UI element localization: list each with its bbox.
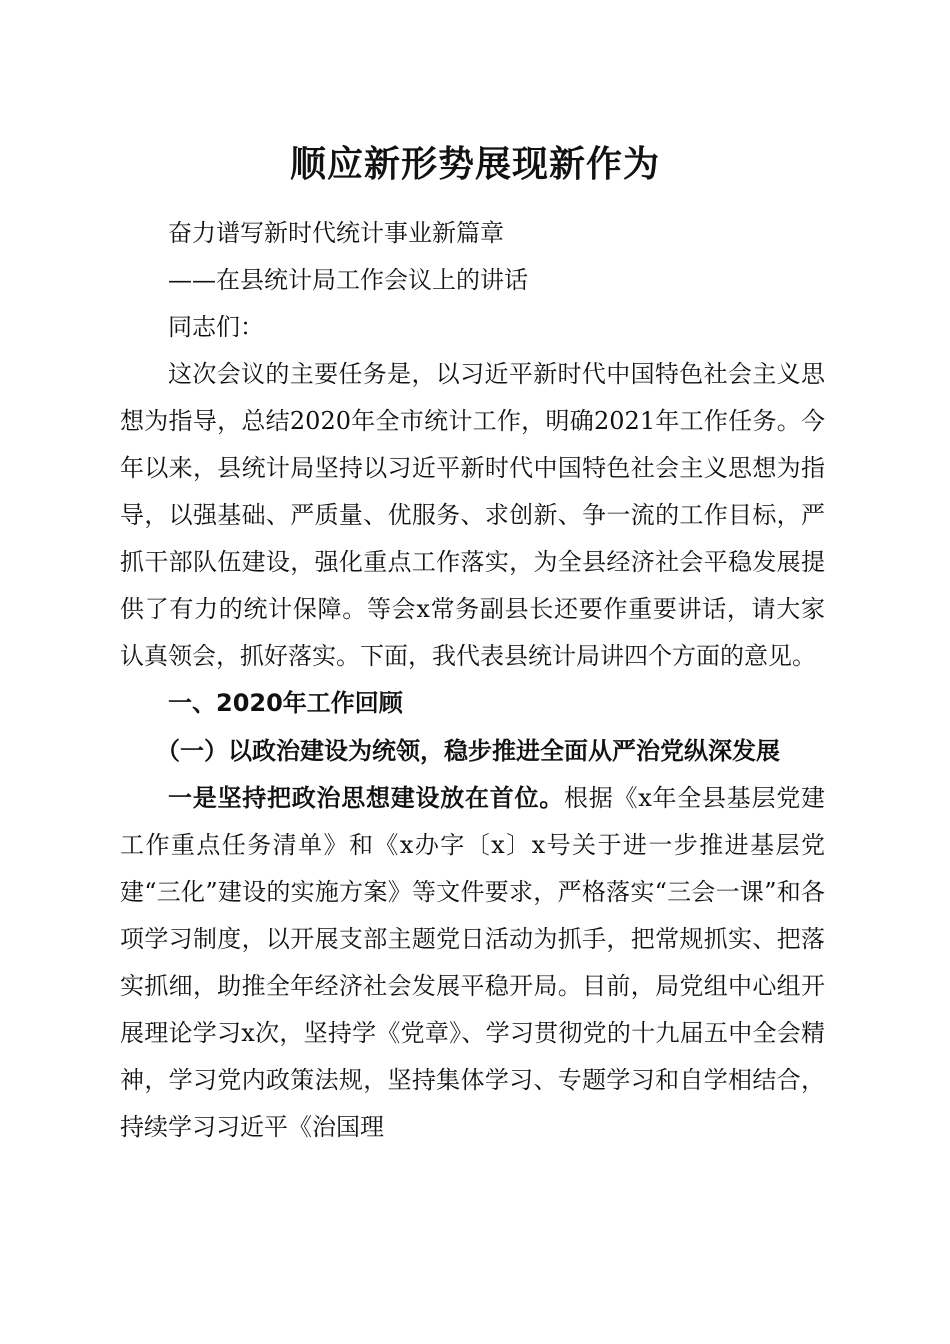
subsection-heading-1: （一）以政治建设为统领，稳步推进全面从严治党纵深发展 (156, 736, 780, 765)
paragraph-lead: 一是坚持把政治思想建设放在首位。 (168, 783, 564, 812)
salutation: 同志们： (168, 313, 264, 341)
document-title: 顺应新形势展现新作为 (289, 143, 660, 185)
section-heading-1: 一、2020年工作回顾 (168, 689, 403, 717)
paragraph-intro: 这次会议的主要任务是，以习近平新时代中国特色社会主义思想为指导，总结2020年全市统计工作，明确2021年工作任务。今年以来，县统计局坚持以习近平新时代中国特色社会主义思想为指导，以强基础、严质量、优服务、求创新、争一流的工作目标，严抓干部队伍建设，强化重点工作落实，为全县经济社会平稳发展提供了有力的统计保障。等会x常务副县长还要作重要讲话，请大家认真领会，抓好落实。下面，我代表县统计局讲四个方面的意见。 (120, 360, 825, 670)
subtitle: 奋力谱写新时代统计事业新篇章 (168, 219, 504, 247)
paragraph-body: 根据《x年全县基层党建工作重点任务清单》和《x办字〔x〕x号关于进一步推进基层党建“三化”建设的实施方案》等文件要求，严格落实“三会一课”和各项学习制度，以开展支部主题党日活动为抓手，把常规抓实、把落实抓细，助推全年经济社会发展平稳开局。目前，局党组中心组开展理论学习x次，坚持学《党章》、学习贯彻党的十九届五中全会精神，学习党内政策法规，坚持集体学习、专题学习和自学相结合，持续学习习近平《治国理 (120, 784, 826, 1141)
paragraph-party-building (120, 774, 825, 1151)
document-body (120, 210, 825, 1151)
subtitle-speech: ——在县统计局工作会议上的讲话 (168, 266, 528, 294)
